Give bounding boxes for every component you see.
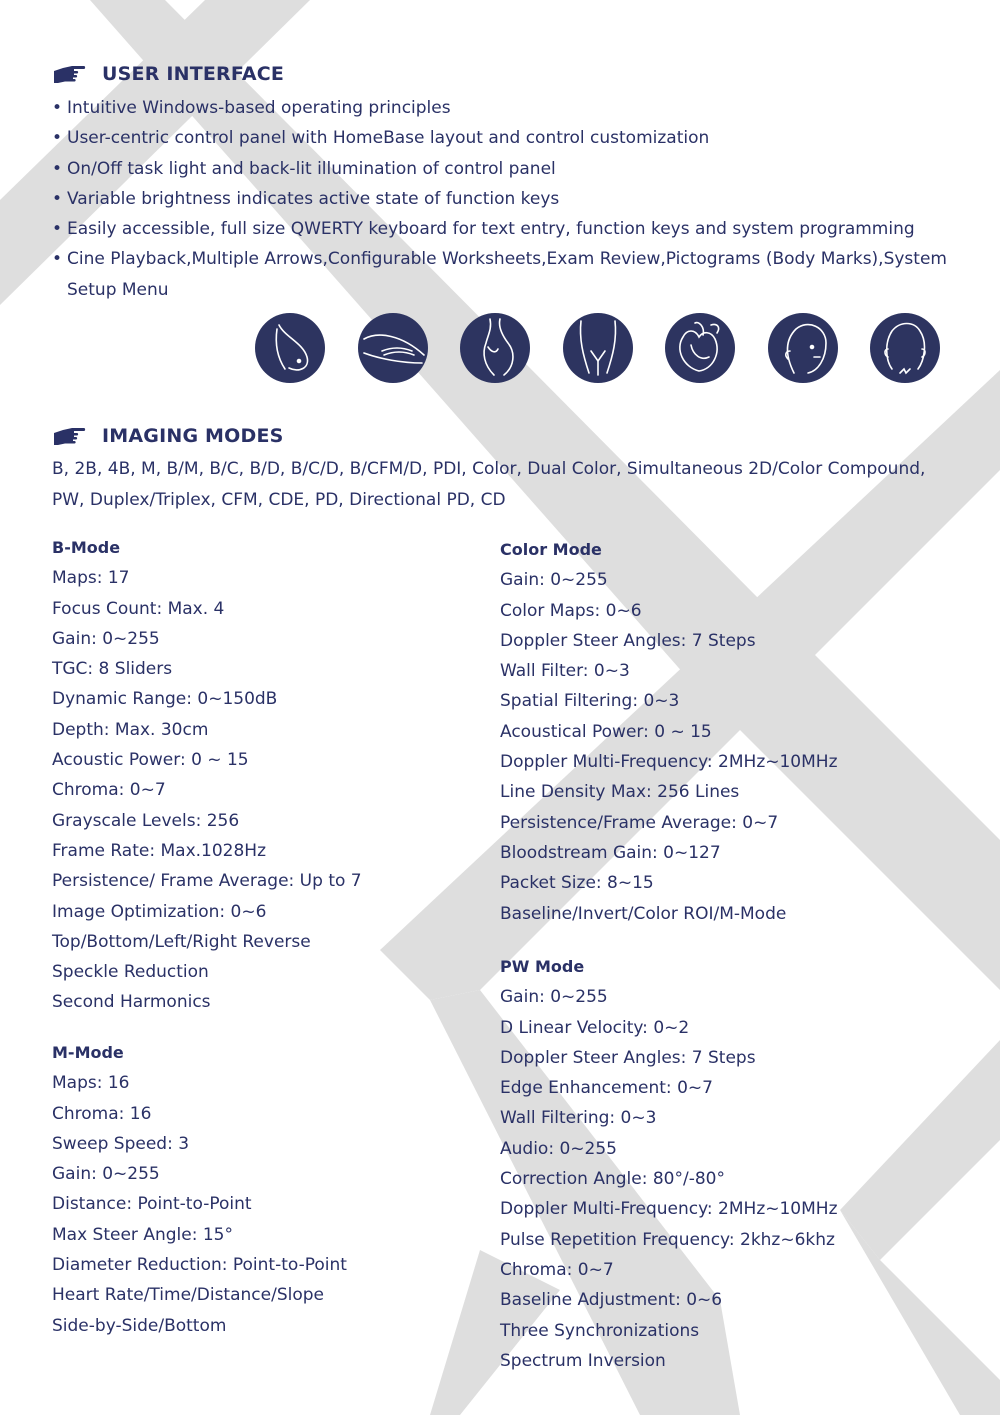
spec-item: Chroma: 16 (52, 1103, 152, 1124)
spec-item: Bloodstream Gain: 0~127 (500, 842, 721, 863)
list-item: • Easily accessible, full size QWERTY keyboard for text entry, function keys and system programming (52, 219, 915, 240)
spec-item: Sweep Speed: 3 (52, 1133, 190, 1154)
spec-item: Edge Enhancement: 0~7 (500, 1078, 713, 1099)
list-item: • Cine Playback,Multiple Arrows,Configurable Worksheets,Exam Review,Pictograms (Body Marks),System Setup Menu (52, 249, 947, 300)
list-item: • On/Off task light and back-lit illumination of control panel (52, 158, 556, 179)
torso-pictogram-icon (460, 313, 530, 383)
imaging-modes-heading (52, 421, 284, 451)
spec-item: Gain: 0~255 (52, 1164, 160, 1185)
spec-item: Packet Size: 8~15 (500, 873, 654, 894)
spec-item: Doppler Steer Angles: 7 Steps (500, 630, 756, 651)
spec-item: Audio: 0~255 (500, 1138, 617, 1159)
pointing-hand-icon (52, 62, 86, 86)
spec-item: Doppler Multi-Frequency: 2MHz~10MHz (500, 752, 838, 773)
list-item: • User-centric control panel with HomeBase layout and control customization (52, 128, 710, 149)
imaging-modes-list: B, 2B, 4B, M, B/M, B/C, B/D, B/C/D, B/CFM/D, PDI, Color, Dual Color, Simultaneous 2D/Color Compound, PW, Duplex/Triplex, CFM, CDE, PD, Directional PD, CD (52, 459, 926, 510)
color-mode-title: Color Mode (500, 540, 602, 559)
spec-item: Side-by-Side/Bottom (52, 1315, 227, 1336)
vascular-pictogram-icon (358, 313, 428, 383)
spec-item: Chroma: 0~7 (52, 780, 166, 801)
spec-item: Max Steer Angle: 15° (52, 1224, 233, 1245)
b-mode-section (52, 533, 502, 1018)
spec-item: Image Optimization: 0~6 (52, 901, 267, 922)
spec-item: TGC: 8 Sliders (52, 659, 173, 680)
spec-item: Top/Bottom/Left/Right Reverse (52, 931, 311, 952)
neonatal-head-pictogram-icon (768, 313, 838, 383)
pointing-hand-icon (52, 424, 86, 448)
list-item: • Intuitive Windows-based operating principles (52, 98, 451, 118)
spec-item: Acoustic Power: 0 ~ 15 (52, 750, 249, 771)
section-title: USER INTERFACE (102, 63, 285, 85)
section-title: IMAGING MODES (102, 425, 284, 447)
breast-pictogram-icon (255, 313, 325, 383)
spec-item: Distance: Point-to-Point (52, 1194, 252, 1215)
pw-mode-section (500, 952, 950, 1376)
spec-item: Correction Angle: 80°/-80° (500, 1169, 725, 1190)
neck-pictogram-icon (870, 313, 940, 383)
spec-item: Diameter Reduction: Point-to-Point (52, 1255, 347, 1276)
spec-item: Chroma: 0~7 (500, 1259, 614, 1280)
spec-item: Gain: 0~255 (52, 628, 160, 649)
spec-item: Acoustical Power: 0 ~ 15 (500, 721, 712, 742)
user-interface-list (52, 93, 952, 305)
spec-item: Persistence/ Frame Average: Up to 7 (52, 871, 362, 892)
b-mode-title: B-Mode (52, 538, 121, 557)
spec-item: Gain: 0~255 (500, 570, 608, 591)
pw-mode-title: PW Mode (500, 957, 585, 976)
spec-item: Baseline/Invert/Color ROI/M-Mode (500, 903, 787, 924)
spec-item: Heart Rate/Time/Distance/Slope (52, 1285, 324, 1306)
pelvis-pictogram-icon (563, 313, 633, 383)
spec-item: D Linear Velocity: 0~2 (500, 1017, 690, 1038)
spec-item: Maps: 16 (52, 1073, 130, 1094)
spec-item: Grayscale Levels: 256 (52, 810, 240, 831)
spec-item: Maps: 17 (52, 568, 130, 589)
spec-item: Color Maps: 0~6 (500, 600, 642, 621)
spec-item: Doppler Multi-Frequency: 2MHz~10MHz (500, 1199, 838, 1220)
m-mode-title: M-Mode (52, 1043, 124, 1062)
spec-item: Baseline Adjustment: 0~6 (500, 1290, 723, 1311)
heart-pictogram-icon (665, 313, 735, 383)
spec-item: Line Density Max: 256 Lines (500, 782, 740, 803)
spec-item: Focus Count: Max. 4 (52, 598, 225, 619)
m-mode-section (52, 1038, 502, 1341)
spec-item: Speckle Reduction (52, 962, 209, 983)
list-item: • Variable brightness indicates active state of function keys (52, 188, 560, 209)
spec-item: Doppler Steer Angles: 7 Steps (500, 1047, 756, 1068)
spec-item: Second Harmonics (52, 992, 211, 1013)
spec-item: Pulse Repetition Frequency: 2khz~6khz (500, 1229, 835, 1250)
color-mode-section (500, 535, 950, 929)
spec-item: Persistence/Frame Average: 0~7 (500, 812, 779, 833)
spec-item: Spatial Filtering: 0~3 (500, 691, 680, 712)
spec-item: Dynamic Range: 0~150dB (52, 689, 278, 710)
pictogram-row (255, 313, 973, 383)
spec-item: Gain: 0~255 (500, 987, 608, 1008)
user-interface-heading (52, 59, 284, 89)
spec-item: Frame Rate: Max.1028Hz (52, 840, 267, 861)
spec-item: Depth: Max. 30cm (52, 719, 209, 740)
spec-item: Wall Filtering: 0~3 (500, 1108, 657, 1129)
spec-item: Spectrum Inversion (500, 1350, 666, 1371)
spec-item: Wall Filter: 0~3 (500, 661, 630, 682)
spec-item: Three Synchronizations (500, 1320, 700, 1341)
